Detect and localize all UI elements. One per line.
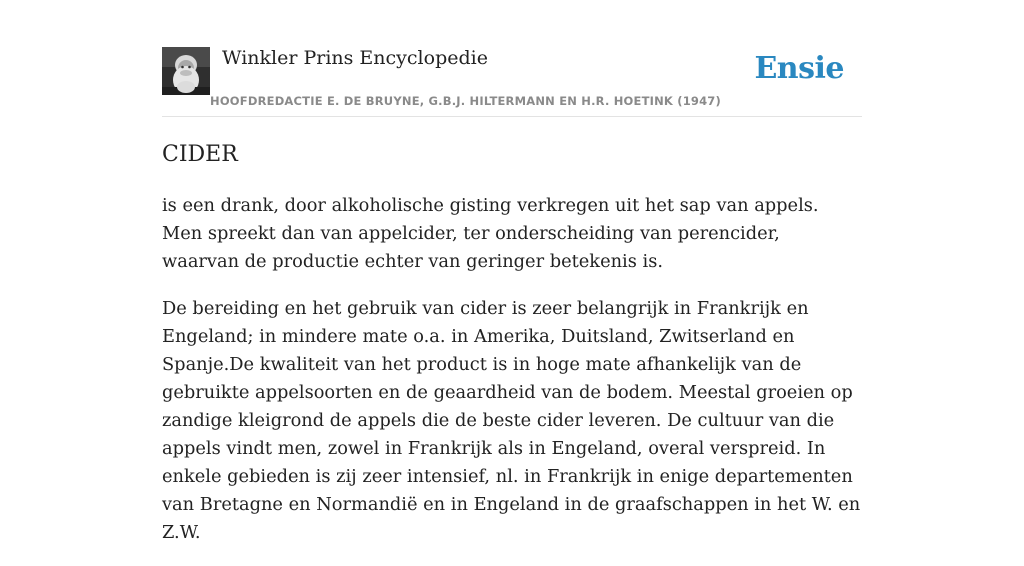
source-title[interactable]: Winkler Prins Encyclopedie (222, 47, 488, 69)
brand-logo[interactable]: Ensie (754, 51, 844, 86)
article-page (162, 0, 862, 543)
source-header (162, 0, 862, 117)
editors-line: HOOFDREDACTIE E. DE BRUYNE, G.B.J. HILTERMANN EN H.R. HOETINK (1947) (210, 94, 721, 108)
article-paragraph: is een drank, door alkoholische gisting verkregen uit het sap van appels. Men spreekt dan van appelcider, ter onderscheiding van perencider, waarvan de productie echter van geringer betekenis is. (162, 195, 819, 272)
bearded-man-portrait-icon (162, 47, 210, 95)
article-body (162, 192, 862, 566)
article-title: CIDER (162, 142, 238, 167)
author-avatar[interactable] (162, 47, 210, 95)
article-paragraph: De bereiding en het gebruik van cider is zeer belangrijk in Frankrijk en Engeland; in mindere mate o.a. in Amerika, Duitsland, Zwitserland en Spanje.De kwaliteit van het product is in hoge mate afhankelijk van de gebruikte appelsoorten en de geaardheid van de bodem. Meestal groeien op zandige kleigrond de appels die de beste cider leveren. De cultuur van die appels vindt men, zowel in Frankrijk als in Engeland, overal verspreid. In enkele gebieden is zij zeer intensief, nl. in Frankrijk in enige departementen van Bretagne en Normandië en in Engeland in de graafschappen in het W. en Z.W. (162, 298, 861, 543)
